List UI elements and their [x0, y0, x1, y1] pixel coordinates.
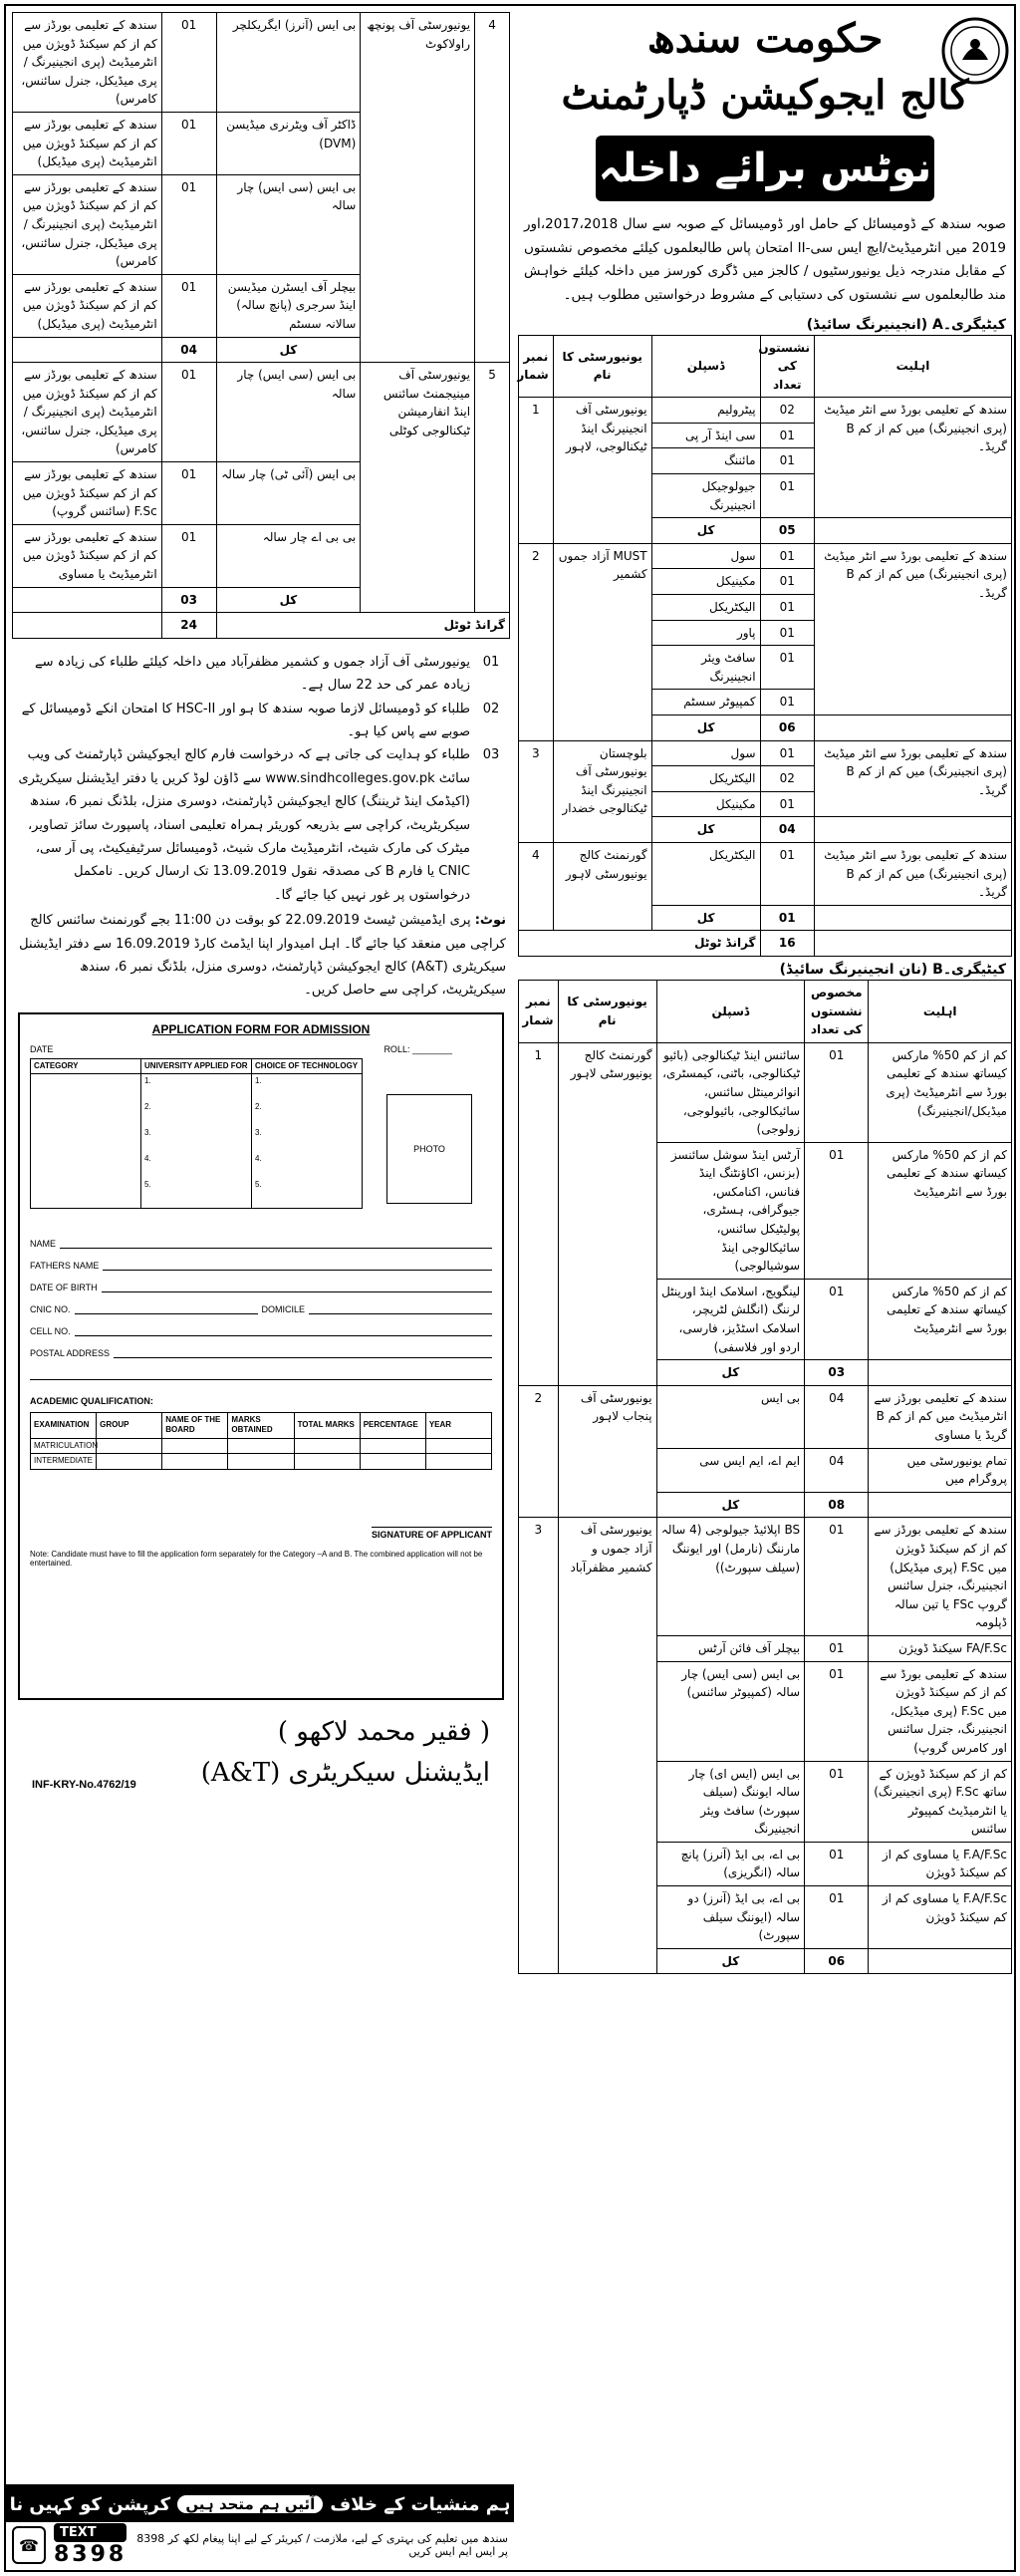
- eligibility-cell: سندھ کے تعلیمی بورڈز سے کم از کم سیکنڈ ڈویژن میں F.Sc (پری میڈیکل) انجینیرنگ، جنرل سائنس گروپ FSc یا تین سالہ ڈپلومہ: [869, 1518, 1012, 1636]
- slogan-part: آئیں ہم متحد ہیں: [177, 2495, 323, 2513]
- choice-number: 3.: [144, 1128, 151, 1138]
- eligibility-cell: سندھ کے تعلیمی بورڈ سے انٹر میڈیٹ (پری انجینیرنگ) میں کم از کم B گریڈ۔: [814, 398, 1011, 518]
- seats-cell: 01: [760, 842, 814, 905]
- choice-number: 2.: [255, 1102, 262, 1112]
- note-label: نوٹ:: [474, 913, 506, 929]
- form-title: APPLICATION FORM FOR ADMISSION: [151, 1021, 371, 1036]
- university-cell: یونیورسٹی آف انجینیرنگ اینڈ ٹیکنالوجی، لاہور: [553, 398, 651, 544]
- subtotal-value: 08: [805, 1492, 869, 1518]
- grand-total-value: 24: [161, 613, 216, 639]
- intro-paragraph: صوبہ سندھ کے ڈومیسائل کے حامل اور ڈومیسائل کے صوبہ سے سال 2017،2018،اور 2019 میں انٹرمیڈیٹ/ایچ ایس سی-II امتحان پاس طالبعلموں کیلئے مخصوص نشستوں کے مقابل مندرجہ ذیل یونیورسٹیوں / کالجز میں ڈگری کورسز میں داخلہ کیلئے خواہش مند طالبعلموں سے نشستوں کی دستیابی کے مشروط درخواستیں مطلوب ہیں۔: [524, 216, 1007, 303]
- seats-cell: 01: [161, 462, 216, 525]
- cell-field[interactable]: [30, 1326, 492, 1336]
- discipline-cell: بی بی اے چار سالہ: [216, 524, 361, 587]
- intermediate-row[interactable]: [31, 1454, 492, 1469]
- form-note: Note: Candidate must have to fill the application form separately for the Category –A and B. The combined application will not be entertained.: [30, 1549, 483, 1568]
- table-row: [519, 842, 1012, 905]
- seats-cell: 02: [760, 766, 814, 792]
- discipline-cell: بیچلر آف فائن آرٹس: [656, 1635, 805, 1661]
- admission-banner: نوٹس برائے داخلہ: [596, 136, 934, 201]
- date-label: DATE: [30, 1043, 54, 1054]
- eligibility-cell: تمام یونیورسٹی میں پروگرام میں: [869, 1448, 1012, 1492]
- empty-cell: [13, 613, 162, 639]
- serial-cell: 3: [519, 1518, 559, 1974]
- eligibility-cell: سندھ کے تعلیمی بورڈز سے کم از کم سیکنڈ ڈویژن میں F.Sc (سائنس گروپ): [13, 462, 162, 525]
- discipline-cell: پاور: [651, 620, 760, 646]
- eligibility-cell: سندھ کے تعلیمی بورڈز سے کم از کم سیکنڈ ڈویژن میں انٹرمیڈیٹ (پری انجینیرنگ / پری میڈیکل، جنرل سائنس، کامرس): [13, 174, 162, 274]
- eligibility-cell: سندھ کے تعلیمی بورڈز سے کم از کم سیکنڈ ڈویژن میں انٹرمیڈیٹ (پری میڈیکل): [13, 112, 162, 174]
- note-text: یونیورسٹی آف آزاد جموں و کشمیر مظفرآباد میں داخلہ کیلئے طلباء کی زیادہ سے زیادہ عمر کی حد 22 سال ہے۔: [34, 654, 470, 694]
- subtotal-label: کل: [651, 716, 760, 741]
- university-cell: گورنمنٹ کالج یونیورسٹی لاہور: [558, 1042, 656, 1385]
- seats-cell: 01: [161, 174, 216, 274]
- sms-row: [6, 2522, 514, 2568]
- test-note-text: پری ایڈمیشن ٹیسٹ 22.09.2019 کو بوقت دن 11:00 بجے گورنمنٹ سائنس کالج کراچی میں منعقد کیا جائے گا۔ اہل امیدوار اپنا ایڈمٹ کارڈ 16.09.2019 سے دفتر ایڈیشنل سیکریٹری (A&T) کالج ایجوکیشن ڈپارٹمنٹ، دوسری منزل، بلڈنگ نمبر 6، سندھ سیکریٹریٹ، کراچی سے حاصل کریں۔: [19, 913, 506, 999]
- empty-cell: [869, 1492, 1012, 1518]
- col-discipline: ڈسپلن: [656, 980, 805, 1042]
- discipline-cell: سی اینڈ آر پی: [651, 423, 760, 448]
- discipline-cell: مکینیکل: [651, 569, 760, 595]
- eligibility-cell: سندھ کے تعلیمی بورڈز سے کم از کم سیکنڈ ڈویژن میں انٹرمیڈیٹ یا مساوی: [13, 524, 162, 587]
- field-label: CELL NO.: [30, 1326, 71, 1337]
- university-cell: یونیورسٹی آف پنجاب لاہور: [558, 1385, 656, 1518]
- choice-number: 2.: [144, 1102, 151, 1112]
- application-form: APPLICATION FORM FOR ADMISSION DATE ROLL: ________ CATEGORY UNIVERSITY APPLIED FOR CHOICE OF TECHNOLOGY 1. 2. 3. 4. 5. 1. 2. 3. 4. 5. PHOTO NAME FATHERS NAME DATE OF BIRTH CNIC NO. DOMICILE CELL NO. POSTAL ADDRESS ACADEMIC QUALIFICATION: EXAMINATION GROUP NAME OF THE BOARD MARKS OBTAINED TOTAL MARKS PERCENTAGE YEAR MATRICULATION INTERMEDIATE SIGNATURE OF APPLICANT Note: Candidate must have to fill the application form separately for the Category –A and B. The combined application will not be entertained.: [18, 1012, 504, 1700]
- table-row: [519, 1518, 1012, 1636]
- col-discipline: ڈسپلن: [651, 335, 760, 398]
- discipline-cell: مکینیکل: [651, 791, 760, 817]
- sms-instruction: سندھ میں تعلیم کی بہتری کے لیے، ملازمت / کیریئر کے لیے اپنا پیغام لکھ کر 8398 پر ایس ایم ایس کریں: [136, 2532, 508, 2558]
- note-item: [16, 651, 506, 698]
- discipline-cell: بی ایس (آئی ٹی) چار سالہ: [216, 462, 361, 525]
- seats-cell: 01: [760, 791, 814, 817]
- eligibility-cell: کم از کم 50% مارکس کیساتھ سندھ کے تعلیمی بورڈ سے انٹرمیڈیٹ (پری میڈیکل/انجینیرنگ): [869, 1042, 1012, 1142]
- technology-cell[interactable]: [252, 1074, 363, 1209]
- seats-cell: 01: [760, 448, 814, 474]
- university-cell: بلوچستان یونیورسٹی آف انجینیرنگ اینڈ ٹیکنالوجی خضدار: [553, 740, 651, 842]
- subtotal-label: کل: [656, 1948, 805, 1974]
- serial-cell: 5: [475, 363, 510, 613]
- serial-cell: 3: [519, 740, 554, 842]
- anti-corruption-slogan: [6, 2486, 514, 2522]
- discipline-cell: مائننگ: [651, 448, 760, 474]
- discipline-cell: الیکٹریکل: [651, 595, 760, 621]
- acad-col: YEAR: [425, 1413, 491, 1439]
- col-serial: نمبر شمار: [519, 980, 559, 1042]
- subtotal-label: کل: [651, 817, 760, 843]
- seats-cell: 01: [760, 423, 814, 448]
- acad-col: NAME OF THE BOARD: [162, 1413, 228, 1439]
- serial-cell: 2: [519, 1385, 559, 1518]
- empty-cell: [814, 931, 1011, 957]
- left-column: [12, 12, 510, 1795]
- subtotal-value: 03: [161, 587, 216, 613]
- discipline-cell: جیولوجیکل انجینیرنگ: [651, 474, 760, 518]
- signature-block: [12, 1712, 510, 1795]
- discipline-cell: آرٹس اینڈ سوشل سائنسز (بزنس، اکاؤنٹنگ اینڈ فنانس، اکنامکس، جیوگرافی، ہسٹری، پولیٹیکل سائنس، سائیکالوجی اینڈ سوشیالوجی): [656, 1142, 805, 1279]
- empty-cell: [814, 518, 1011, 544]
- university-cell: یونیورسٹی آف پونچھ راولاکوٹ: [361, 13, 475, 363]
- discipline-cell: سافٹ ویئر انجینیرنگ: [651, 646, 760, 690]
- eligibility-cell: کم از کم سیکنڈ ڈویژن کے ساتھ F.Sc (پری انجینیرنگ) یا انٹرمیڈیٹ کمپیوٹر سائنس: [869, 1761, 1012, 1842]
- exam-name: INTERMEDIATE: [31, 1454, 97, 1469]
- choice-number: 1.: [144, 1076, 151, 1086]
- empty-cell: [814, 716, 1011, 741]
- academic-label: ACADEMIC QUALIFICATION:: [30, 1396, 153, 1407]
- col-seats: نشستوں کی تعداد: [760, 335, 814, 398]
- note-item: [16, 743, 506, 907]
- col-serial: نمبر شمار: [519, 335, 554, 398]
- right-column: [518, 12, 1012, 1974]
- grand-total-row: [519, 931, 1012, 957]
- empty-cell: [869, 1948, 1012, 1974]
- seats-cell: 01: [161, 13, 216, 113]
- category-cell[interactable]: [31, 1074, 141, 1209]
- discipline-cell: لینگویج، اسلامک اینڈ اورینٹل لرننگ (انگلش لٹریچر، اسلامک اسٹڈیز، فارسی، اردو اور فلاسفی): [656, 1279, 805, 1359]
- discipline-cell: سائنس اینڈ ٹیکنالوجی (بائیو ٹیکنالوجی، باٹنی، کیمسٹری، انوائرمینٹل سائنس، سائیکالوجی، بائیولوجی، زولوجی): [656, 1042, 805, 1142]
- seats-cell: 02: [760, 398, 814, 424]
- discipline-cell: بی ایس (آنرز) ایگریکلچر: [216, 13, 361, 113]
- seats-cell: 01: [760, 690, 814, 716]
- eligibility-cell: کم از کم 50% مارکس کیساتھ سندھ کے تعلیمی بورڈ سے انٹرمیڈیٹ: [869, 1142, 1012, 1279]
- subtotal-value: 06: [760, 716, 814, 741]
- subtotal-value: 03: [805, 1360, 869, 1386]
- signature-label: SIGNATURE OF APPLICANT: [30, 1530, 492, 1540]
- form-col-category: CATEGORY: [31, 1058, 141, 1073]
- subtotal-value: 04: [760, 817, 814, 843]
- address-line-2[interactable]: [30, 1370, 492, 1380]
- note-number: 01: [482, 654, 500, 670]
- choice-number: 4.: [255, 1154, 262, 1164]
- eligibility-cell: کم از کم 50% مارکس کیساتھ سندھ کے تعلیمی بورڈ سے انٹرمیڈیٹ: [869, 1279, 1012, 1359]
- sms-code: 8398: [54, 2542, 128, 2567]
- choice-number: 5.: [255, 1180, 262, 1190]
- field-label: CNIC NO.: [30, 1304, 71, 1315]
- fathers-name-field[interactable]: [30, 1261, 492, 1271]
- university-cell: یونیورسٹی آف آزاد جموں و کشمیر مظفرآباد: [558, 1518, 656, 1974]
- seats-cell: 01: [760, 740, 814, 766]
- discipline-cell: بی اے، بی ایڈ (آنرز) دو سالہ (ایوننگ سیلف سپورٹ): [656, 1886, 805, 1949]
- note-number: 02: [482, 701, 500, 716]
- category-a-table: [518, 335, 1012, 957]
- sindh-government-seal-icon: [940, 16, 1010, 86]
- empty-cell: [869, 1360, 1012, 1386]
- form-col-choice: CHOICE OF TECHNOLOGY: [252, 1058, 363, 1073]
- col-university: یونیورسٹی کا نام: [553, 335, 651, 398]
- acad-col: MARKS OBTAINED: [228, 1413, 294, 1439]
- subtotal-value: 04: [161, 337, 216, 363]
- col-eligibility: اہلیت: [869, 980, 1012, 1042]
- discipline-cell: BS اپلائیڈ جیولوجی (4 سالہ مارننگ (نارمل) اور ایوننگ (سیلف سپورٹ)): [656, 1518, 805, 1636]
- university-cell[interactable]: [141, 1074, 252, 1209]
- serial-cell: 1: [519, 398, 554, 544]
- eligibility-cell: سندھ کے تعلیمی بورڈز سے کم از کم سیکنڈ ڈویژن میں انٹرمیڈیٹ (پری انجینیرنگ / پری میڈیکل، جنرل سائنس، کامرس): [13, 363, 162, 462]
- choice-number: 5.: [144, 1180, 151, 1190]
- discipline-cell: الیکٹریکل: [651, 766, 760, 792]
- text-label: TEXT: [54, 2523, 127, 2542]
- discipline-cell: بیچلر آف ایسٹرن میڈیسن اینڈ سرجری (پانچ سالہ) سالانہ سسٹم: [216, 274, 361, 337]
- phone-mascot-icon: ☎: [12, 2526, 46, 2564]
- subtotal-label: کل: [656, 1360, 805, 1386]
- table-row: [519, 1042, 1012, 1142]
- test-note: [16, 909, 506, 1002]
- choice-number: 4.: [144, 1154, 151, 1164]
- empty-cell: [13, 587, 162, 613]
- choice-number: 3.: [255, 1128, 262, 1138]
- subtotal-value: 06: [805, 1948, 869, 1974]
- seats-cell: 01: [805, 1761, 869, 1842]
- notes-section: [12, 649, 510, 1004]
- government-title: حکومت سندھ: [646, 15, 884, 62]
- seats-cell: 01: [805, 1842, 869, 1885]
- seats-cell: 01: [161, 363, 216, 462]
- eligibility-cell: F.A/F.Sc یا مساوی کم از کم سیکنڈ ڈویژن: [869, 1886, 1012, 1949]
- eligibility-cell: FA/F.Sc سیکنڈ ڈویژن: [869, 1635, 1012, 1661]
- seats-cell: 04: [805, 1448, 869, 1492]
- eligibility-cell: سندھ کے تعلیمی بورڈ سے کم از کم سیکنڈ ڈویژن میں F.Sc (پری میڈیکل، انجینیرنگ، جنرل سائنس اور کامرس گروپ): [869, 1661, 1012, 1761]
- subtotal-label: کل: [216, 337, 361, 363]
- seats-cell: 01: [760, 543, 814, 569]
- serial-cell: 4: [519, 842, 554, 930]
- table-row: [13, 363, 510, 462]
- seats-cell: 04: [805, 1385, 869, 1448]
- serial-cell: 1: [519, 1042, 559, 1385]
- field-label: DATE OF BIRTH: [30, 1283, 98, 1293]
- subtotal-label: کل: [216, 587, 361, 613]
- seats-cell: 01: [760, 569, 814, 595]
- eligibility-cell: سندھ کے تعلیمی بورڈز سے کم از کم سیکنڈ ڈویژن میں انٹرمیڈیٹ (پری انجینیرنگ / پری میڈیکل، جنرل سائنس، کامرس): [13, 13, 162, 113]
- eligibility-cell: سندھ کے تعلیمی بورڈ سے انٹر میڈیٹ (پری انجینیرنگ) میں کم از کم B گریڈ۔: [814, 543, 1011, 715]
- acad-col: GROUP: [97, 1413, 162, 1439]
- col-eligibility: اہلیت: [814, 335, 1011, 398]
- discipline-cell: سول: [651, 740, 760, 766]
- footer-bar: [6, 2484, 514, 2570]
- serial-cell: 2: [519, 543, 554, 740]
- field-label: NAME: [30, 1239, 57, 1250]
- col-seats: مخصوص نشستوں کی تعداد: [805, 980, 869, 1042]
- name-field[interactable]: [30, 1239, 492, 1249]
- eligibility-cell: سندھ کے تعلیمی بورڈز سے انٹرمیڈیٹ میں کم از کم B گریڈ یا مساوی: [869, 1385, 1012, 1448]
- seats-cell: 01: [161, 274, 216, 337]
- subtotal-label: کل: [651, 518, 760, 544]
- officer-title: ایڈیشنل سیکریٹری (A&T): [200, 1758, 490, 1789]
- field-label: POSTAL ADDRESS: [30, 1348, 111, 1359]
- subtotal-label: کل: [656, 1492, 805, 1518]
- discipline-cell: پیٹرولیم: [651, 398, 760, 424]
- subtotal-label: کل: [651, 905, 760, 931]
- academic-table: [30, 1412, 492, 1470]
- field-label: FATHERS NAME: [30, 1261, 100, 1272]
- acad-col: EXAMINATION: [31, 1413, 97, 1439]
- table-row: [519, 740, 1012, 766]
- grand-total-value: 16: [760, 931, 814, 957]
- seats-cell: 01: [760, 595, 814, 621]
- category-a-title: کیٹیگری۔A (انجینیرنگ سائیڈ): [806, 316, 1006, 333]
- discipline-cell: بی ایس (سی ایس) چار سالہ: [216, 174, 361, 274]
- note-text: طلباء کو ڈومیسائل لازما صوبہ سندھ کا ہو اور HSC-II کا امتحان انکے ڈومیسائل کے صوبے سے پاس کیا ہو۔: [21, 701, 470, 739]
- seats-cell: 01: [805, 1661, 869, 1761]
- eligibility-cell: سندھ کے تعلیمی بورڈ سے انٹر میڈیٹ (پری انجینیرنگ) میں کم از کم B گریڈ۔: [814, 740, 1011, 817]
- subtotal-value: 01: [760, 905, 814, 931]
- discipline-cell: ڈاکٹر آف ویٹرنری میڈیسن (DVM): [216, 112, 361, 174]
- seats-cell: 01: [760, 474, 814, 518]
- domicile-label: DOMICILE: [261, 1304, 306, 1315]
- category-choice-table: [30, 1058, 363, 1209]
- table-row: [519, 1385, 1012, 1448]
- table-row: [519, 398, 1012, 424]
- acad-col: PERCENTAGE: [360, 1413, 425, 1439]
- discipline-cell: بی ایس (ایس ای) چار سالہ ایوننگ (سیلف سپورٹ) سافٹ ویئر انجینیرنگ: [656, 1761, 805, 1842]
- eligibility-cell: F.A/F.Sc یا مساوی کم از کم سیکنڈ ڈویژن: [869, 1842, 1012, 1885]
- note-item: [16, 698, 506, 744]
- header: [518, 12, 1012, 201]
- discipline-cell: کمپیوٹر سسٹم: [651, 690, 760, 716]
- department-title: کالج ایجوکیشن ڈپارٹمنٹ: [561, 72, 969, 119]
- university-cell: گورنمنٹ کالج یونیورسٹی لاہور: [553, 842, 651, 930]
- discipline-cell: بی اے، بی ایڈ (آنرز) پانچ سالہ (انگریزی): [656, 1842, 805, 1885]
- date-of-birth-field[interactable]: [30, 1283, 492, 1292]
- photo-box: PHOTO: [386, 1094, 472, 1204]
- seats-cell: 01: [805, 1635, 869, 1661]
- note-number: 03: [482, 747, 500, 763]
- choice-number: 1.: [255, 1076, 262, 1086]
- roll-label: ROLL:: [383, 1043, 410, 1054]
- discipline-cell: سول: [651, 543, 760, 569]
- university-cell: MUST آزاد جموں کشمیر: [553, 543, 651, 740]
- col-university: یونیورسٹی کا نام: [558, 980, 656, 1042]
- subtotal-value: 05: [760, 518, 814, 544]
- matriculation-row[interactable]: [31, 1438, 492, 1453]
- postal-address-field[interactable]: [30, 1348, 492, 1358]
- note-text: طلباء کو ہدایت کی جاتی ہے کہ درخواست فارم کالج ایجوکیشن ڈپارٹمنٹ کی ویب سائٹ www.sindhcolleges.gov.pk سے ڈاؤن لوڈ کریں یا دفتر ایڈیشنل سیکریٹری (اکیڈمک اینڈ ٹریننگ) کالج ایجوکیشن ڈپارٹمنٹ، دوسری منزل، بلڈنگ نمبر 6، سندھ سیکریٹریٹ، کراچی سے بذریعہ کوریئر ہمراہ تعلیمی اسناد، پاسپورٹ سائز تصاویر، میٹرک کی مارک شیٹ، انٹرمیڈیٹ مارک شیٹ، ڈومیسائل سرٹیفیکیٹ، پی آر سی، CNIC یا فارم B کی مصدقہ نقول 13.09.2019 تک ارسال کریں۔ نامکمل درخواستوں پر غور نہیں کیا جائے گا۔: [18, 747, 470, 903]
- officer-name: ( فقیر محمد لاکھو ): [277, 1716, 490, 1747]
- seats-cell: 01: [161, 524, 216, 587]
- grand-total-label: گرانڈ ٹوٹل: [216, 613, 509, 639]
- seats-cell: 01: [805, 1518, 869, 1636]
- exam-name: MATRICULATION: [31, 1438, 97, 1453]
- discipline-cell: ایم اے، ایم ایس سی: [656, 1448, 805, 1492]
- empty-cell: [13, 337, 162, 363]
- seats-cell: 01: [805, 1279, 869, 1359]
- seats-cell: 01: [805, 1042, 869, 1142]
- seats-cell: 01: [760, 646, 814, 690]
- seats-cell: 01: [805, 1142, 869, 1279]
- notice-page: [4, 4, 1016, 2572]
- table-row: [13, 13, 510, 113]
- category-b-continued-table: [12, 12, 510, 639]
- eligibility-cell: سندھ کے تعلیمی بورڈ سے انٹر میڈیٹ (پری انجینیرنگ) میں کم از کم B گریڈ۔: [814, 842, 1011, 905]
- cnic-field[interactable]: [30, 1304, 492, 1314]
- seats-cell: 01: [805, 1886, 869, 1949]
- empty-cell: [814, 905, 1011, 931]
- table-row: [519, 543, 1012, 569]
- category-b-table: [518, 980, 1012, 1975]
- slogan-part: کرپشن کو کہیں نا: [9, 2493, 171, 2515]
- discipline-cell: بی ایس (سی ایس) چار سالہ: [216, 363, 361, 462]
- grand-total-label: گرانڈ ٹوٹل: [519, 931, 761, 957]
- discipline-cell: الیکٹریکل: [651, 842, 760, 905]
- discipline-cell: بی ایس: [656, 1385, 805, 1448]
- grand-total-row: [13, 613, 510, 639]
- discipline-cell: بی ایس (سی ایس) چار سالہ (کمپیوٹر سائنس): [656, 1661, 805, 1761]
- acad-col: TOTAL MARKS: [294, 1413, 360, 1439]
- serial-cell: 4: [475, 13, 510, 363]
- seats-cell: 01: [760, 620, 814, 646]
- seats-cell: 01: [161, 112, 216, 174]
- university-cell: یونیورسٹی آف مینیجمنٹ سائنس اینڈ انفارمیشن ٹیکنالوجی کوٹلی: [361, 363, 475, 613]
- reference-number: INF-KRY-No.4762/19: [32, 1779, 136, 1792]
- eligibility-cell: سندھ کے تعلیمی بورڈز سے کم از کم سیکنڈ ڈویژن میں انٹرمیڈیٹ (پری میڈیکل): [13, 274, 162, 337]
- slogan-part: ہم منشیات کے خلاف: [330, 2493, 511, 2515]
- form-col-university: UNIVERSITY APPLIED FOR: [141, 1058, 252, 1073]
- category-b-title: کیٹیگری۔B (نان انجینیرنگ سائیڈ): [779, 961, 1006, 978]
- empty-cell: [814, 817, 1011, 843]
